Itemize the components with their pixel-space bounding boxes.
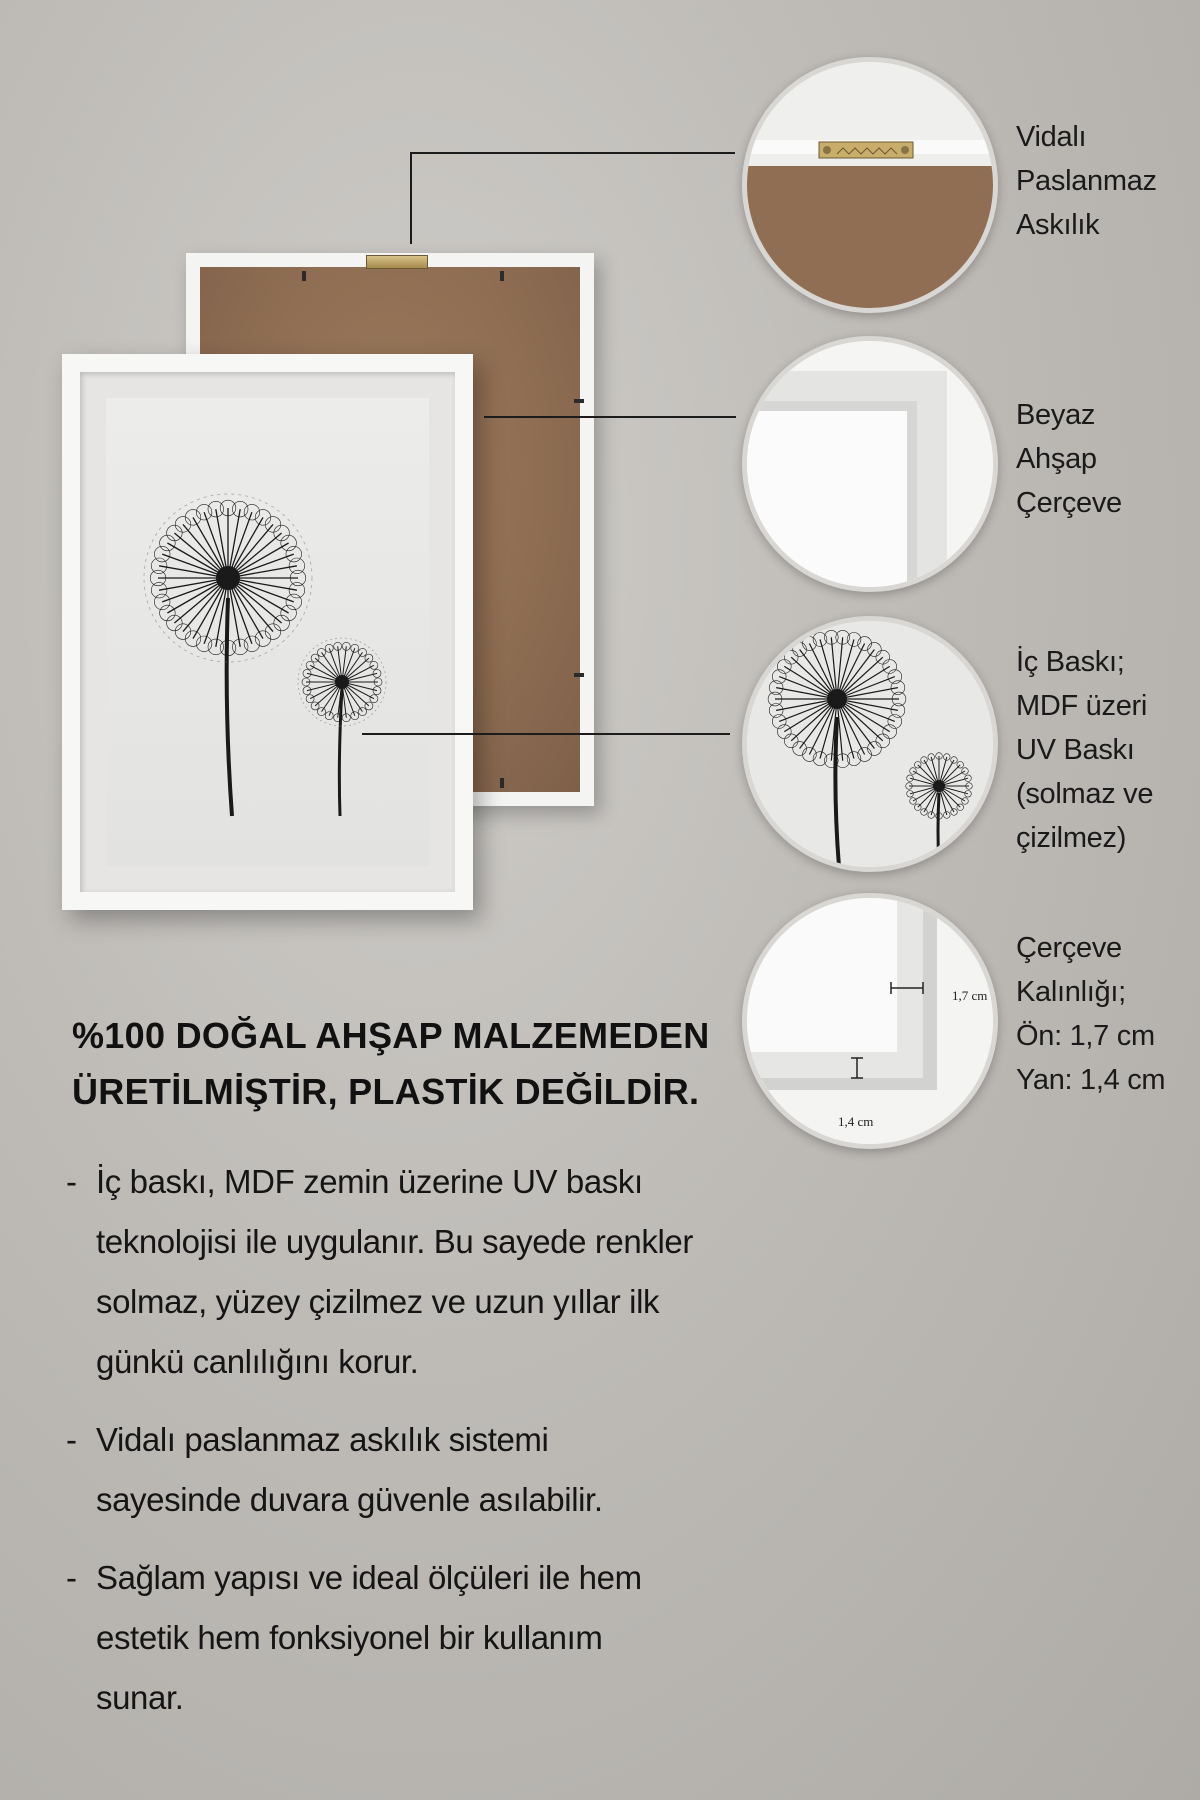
connector-line: [362, 733, 730, 735]
bullet-text: sunar.: [96, 1679, 184, 1716]
headline-line: %100 DOĞAL AHŞAP MALZEMEDEN: [72, 1015, 710, 1056]
frame-mat: [80, 372, 455, 892]
side-thickness-label: 1,4 cm: [838, 1114, 874, 1129]
bullet-dash: -: [66, 1163, 77, 1200]
bullet-text: Sağlam yapısı ve ideal ölçüleri ile hem: [96, 1559, 642, 1596]
label-line: Askılık: [1016, 209, 1100, 241]
connector-line: [410, 152, 412, 244]
bullet-dash: -: [66, 1421, 77, 1458]
label-line: MDF üzeri: [1016, 690, 1148, 722]
list-item: [66, 1152, 786, 1392]
connector-line: [484, 416, 736, 418]
dandelion-illustration: [106, 398, 429, 866]
frame-corner-icon: [747, 341, 993, 587]
bullet-text: solmaz, yüzey çizilmez ve uzun yıllar ilk: [96, 1283, 660, 1320]
label-line: İç Baskı;: [1016, 646, 1125, 678]
label-line: çizilmez): [1016, 822, 1127, 854]
label-line: UV Baskı: [1016, 734, 1135, 766]
frame-clip: [574, 399, 584, 403]
bullet-text: teknolojisi ile uygulanır. Bu sayede renkler: [96, 1223, 693, 1260]
headline: [72, 1008, 710, 1120]
frame-clip: [500, 271, 504, 281]
label-line: Ön: 1,7 cm: [1016, 1020, 1155, 1052]
connector-line: [410, 152, 735, 154]
print-detail-icon: [747, 621, 993, 867]
hanger-detail-circle: [742, 57, 998, 313]
label-line: Kalınlığı;: [1016, 976, 1126, 1008]
bullet-text: İç baskı, MDF zemin üzerine UV baskı: [96, 1163, 643, 1200]
frame-clip: [500, 778, 504, 788]
frame-clip: [574, 673, 584, 677]
label-line: Yan: 1,4 cm: [1016, 1064, 1166, 1096]
frame-label: [1016, 393, 1122, 525]
print-label: [1016, 640, 1153, 860]
label-line: Beyaz: [1016, 399, 1096, 431]
thickness-detail-icon: [747, 898, 993, 1144]
hanger-detail-icon: [747, 62, 993, 308]
bullet-dash: -: [66, 1559, 77, 1596]
frame-clip: [302, 271, 306, 281]
sawtooth-hanger-icon: [366, 255, 428, 269]
bullet-text: estetik hem fonksiyonel bir kullanım: [96, 1619, 603, 1656]
thickness-detail-circle: [742, 893, 998, 1149]
bullet-text: Vidalı paslanmaz askılık sistemi: [96, 1421, 549, 1458]
frame-corner-detail-circle: [742, 336, 998, 592]
print-detail-circle: [742, 616, 998, 872]
bullet-text: günkü canlılığını korur.: [96, 1343, 419, 1380]
label-line: Ahşap: [1016, 443, 1097, 475]
label-line: (solmaz ve: [1016, 778, 1154, 810]
label-line: Çerçeve: [1016, 932, 1122, 964]
label-line: Vidalı: [1016, 121, 1087, 153]
frame-front-view: [62, 354, 473, 910]
label-line: Paslanmaz: [1016, 165, 1157, 197]
hanger-label: [1016, 115, 1157, 247]
feature-list: [66, 1152, 786, 1746]
thickness-label: [1016, 926, 1165, 1102]
list-item: [66, 1410, 786, 1530]
headline-line: ÜRETİLMİŞTİR, PLASTİK DEĞİLDİR.: [72, 1071, 700, 1112]
front-thickness-label: 1,7 cm: [952, 988, 988, 1003]
list-item: [66, 1548, 786, 1728]
label-line: Çerçeve: [1016, 487, 1122, 519]
dandelion-print: [106, 398, 429, 866]
bullet-text: sayesinde duvara güvenle asılabilir.: [96, 1481, 603, 1518]
